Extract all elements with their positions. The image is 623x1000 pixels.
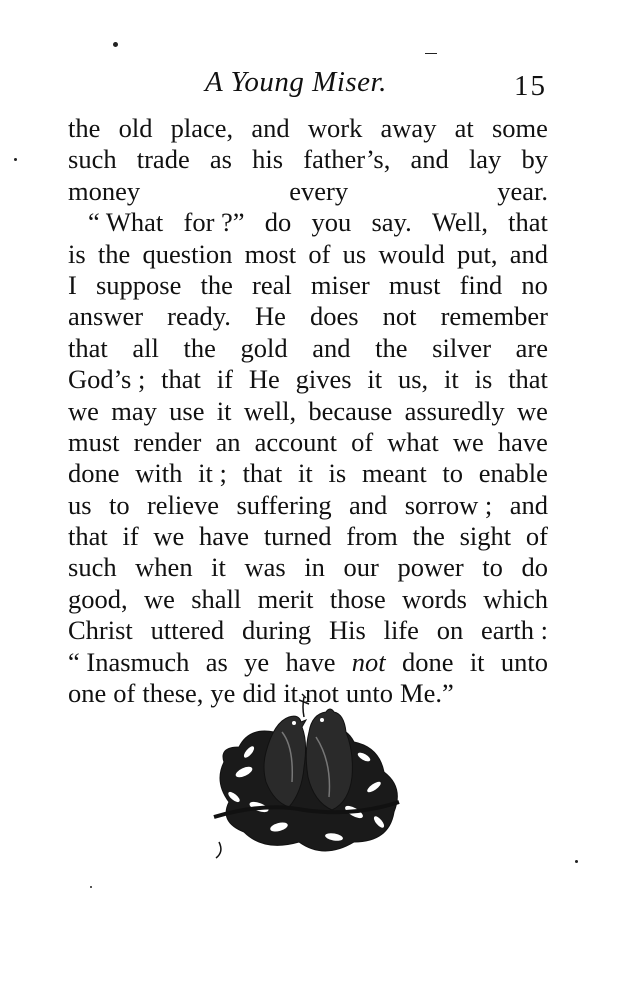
- print-speck: [14, 158, 17, 161]
- word: that: [242, 458, 283, 489]
- word: may: [111, 395, 157, 426]
- word: and: [509, 489, 548, 520]
- word: His: [328, 615, 366, 646]
- word: to: [442, 458, 464, 489]
- word: what: [387, 426, 439, 457]
- word: at: [454, 113, 474, 143]
- body-text: [68, 113, 548, 709]
- word: of: [525, 521, 548, 552]
- word: is: [68, 238, 86, 269]
- word: and: [251, 113, 290, 143]
- text-line: [68, 584, 548, 615]
- word: work: [307, 113, 363, 143]
- text-line: [68, 615, 548, 646]
- word: uttered: [150, 615, 225, 646]
- word: if: [216, 364, 233, 395]
- word: well,: [243, 395, 297, 426]
- word: it: [283, 678, 299, 709]
- word: us: [68, 489, 92, 520]
- word: the: [183, 332, 216, 363]
- word: during: [241, 615, 312, 646]
- word: as: [205, 646, 228, 677]
- word: some: [491, 113, 548, 143]
- word: earth :: [480, 615, 548, 646]
- word: does: [309, 301, 359, 332]
- word: is: [474, 364, 493, 395]
- word: did: [242, 678, 277, 709]
- word: that: [508, 207, 548, 238]
- word: the: [200, 269, 233, 300]
- text-line: [68, 427, 548, 458]
- word: it: [367, 364, 383, 395]
- word: ready.: [167, 301, 231, 332]
- text-line: [68, 490, 548, 521]
- word: every: [289, 175, 349, 206]
- word: of: [308, 238, 331, 269]
- word: all: [132, 332, 159, 363]
- print-speck: [425, 53, 437, 54]
- word: “ Inasmuch: [68, 646, 190, 677]
- word: it: [216, 395, 232, 426]
- word: answer: [68, 301, 144, 332]
- word: not: [382, 301, 417, 332]
- word: ye: [244, 646, 270, 677]
- word: account: [254, 426, 337, 457]
- text-line: [68, 144, 548, 175]
- word: God’s ;: [68, 364, 146, 395]
- word: put,: [456, 238, 498, 269]
- word: of: [113, 678, 136, 709]
- word: sight: [459, 521, 512, 552]
- word: would: [378, 238, 445, 269]
- word: Christ: [68, 615, 133, 646]
- word: have: [497, 426, 548, 457]
- word: father’s,: [303, 144, 391, 175]
- word: the: [68, 113, 101, 143]
- word: his: [252, 144, 284, 175]
- birds-vignette-illustration: [204, 692, 404, 862]
- word: that: [161, 364, 201, 395]
- word: must: [68, 426, 120, 457]
- word: are: [515, 332, 548, 363]
- word: it: [469, 646, 485, 677]
- word: we: [452, 426, 484, 457]
- word: use: [169, 395, 205, 426]
- word: do: [264, 207, 292, 238]
- text-line: [68, 270, 548, 301]
- word: an: [215, 426, 241, 457]
- word: sorrow ;: [404, 489, 493, 520]
- word: our: [343, 552, 379, 583]
- word: no: [521, 269, 548, 300]
- word: that: [68, 332, 108, 363]
- word: that: [68, 521, 108, 552]
- text-line: [68, 239, 548, 270]
- word: done: [68, 458, 120, 489]
- word: life: [383, 615, 419, 646]
- word: on: [436, 615, 464, 646]
- word: not: [305, 678, 339, 709]
- word: relieve: [146, 489, 220, 520]
- word: away: [380, 113, 437, 143]
- word: have: [199, 521, 250, 552]
- word: money: [68, 175, 141, 206]
- word: was: [244, 552, 286, 583]
- word: real: [252, 269, 292, 300]
- word: trade: [136, 144, 190, 175]
- word: remember: [440, 301, 548, 332]
- word: the: [375, 332, 408, 363]
- word: He: [248, 364, 280, 395]
- word: it: [211, 552, 226, 583]
- word: suppose: [95, 269, 182, 300]
- word: to: [108, 489, 130, 520]
- word: say.: [371, 207, 412, 238]
- word: suffering: [236, 489, 332, 520]
- word: it: [444, 364, 459, 395]
- word: by: [521, 144, 548, 175]
- word: question: [142, 238, 233, 269]
- word: assuredly: [404, 395, 505, 426]
- running-title: A Young Miser.: [205, 66, 387, 98]
- word: you: [311, 207, 352, 238]
- word: we: [68, 395, 99, 426]
- word: gold: [240, 332, 288, 363]
- word: to: [482, 552, 503, 583]
- word: must: [388, 269, 441, 300]
- text-line: [68, 113, 548, 144]
- word: and: [349, 489, 388, 520]
- page-number: 15: [514, 70, 547, 102]
- word: us: [342, 238, 367, 269]
- word: Well,: [431, 207, 488, 238]
- word: I: [68, 269, 77, 300]
- print-speck: [113, 42, 118, 47]
- word: and: [509, 238, 548, 269]
- word: is: [328, 458, 347, 489]
- word: unto: [500, 646, 548, 677]
- word: lay: [468, 144, 502, 175]
- word: and: [312, 332, 351, 363]
- text-line: [68, 396, 548, 427]
- word: do: [521, 552, 548, 583]
- emphasized-word: not: [351, 646, 386, 677]
- word: done: [401, 646, 454, 677]
- word: that: [508, 364, 548, 395]
- word: from: [346, 521, 398, 552]
- text-line: [68, 552, 548, 583]
- word: such: [68, 144, 117, 175]
- word: if: [122, 521, 139, 552]
- word: enable: [478, 458, 548, 489]
- word: good,: [68, 583, 128, 614]
- word: “ What: [88, 207, 164, 238]
- word: it: [298, 458, 313, 489]
- word: most: [244, 238, 297, 269]
- word: those: [329, 583, 386, 614]
- word: us,: [397, 364, 429, 395]
- text-line: [68, 333, 548, 364]
- word: place,: [170, 113, 234, 143]
- print-speck: [90, 886, 92, 888]
- word: we: [517, 395, 548, 426]
- text-line: [68, 176, 548, 207]
- word: silver: [432, 332, 492, 363]
- word: year.: [497, 175, 548, 206]
- word: the: [97, 238, 131, 269]
- word: meant: [361, 458, 427, 489]
- word: turned: [263, 521, 332, 552]
- word: render: [133, 426, 202, 457]
- word: and: [410, 144, 449, 175]
- word: in: [304, 552, 325, 583]
- word: when: [135, 552, 193, 583]
- word: with: [135, 458, 183, 489]
- word: these,: [142, 678, 204, 709]
- word: Me.”: [400, 678, 454, 709]
- text-line: [68, 458, 548, 489]
- word: find: [459, 269, 503, 300]
- word: we: [153, 521, 185, 552]
- word: unto: [345, 678, 394, 709]
- word: shall: [191, 583, 242, 614]
- word: gives: [295, 364, 352, 395]
- word: as: [209, 144, 232, 175]
- word: it ;: [198, 458, 227, 489]
- word: one: [68, 678, 107, 709]
- word: words: [402, 583, 467, 614]
- word: because: [308, 395, 393, 426]
- print-speck: [575, 860, 578, 863]
- word: which: [483, 583, 548, 614]
- text-line: [68, 301, 548, 332]
- word: He: [254, 301, 286, 332]
- text-line: [68, 364, 548, 395]
- word: have: [285, 646, 336, 677]
- word: such: [68, 552, 117, 583]
- word: power: [397, 552, 464, 583]
- word: of: [351, 426, 374, 457]
- word: for ?”: [183, 207, 245, 238]
- word: ye: [210, 678, 236, 709]
- word: we: [143, 583, 175, 614]
- running-head: [0, 66, 623, 106]
- word: merit: [257, 583, 314, 614]
- word: old: [118, 113, 153, 143]
- text-line: [68, 521, 548, 552]
- word: miser: [310, 269, 370, 300]
- text-line: [68, 207, 548, 238]
- word: the: [412, 521, 445, 552]
- text-line: [68, 647, 548, 678]
